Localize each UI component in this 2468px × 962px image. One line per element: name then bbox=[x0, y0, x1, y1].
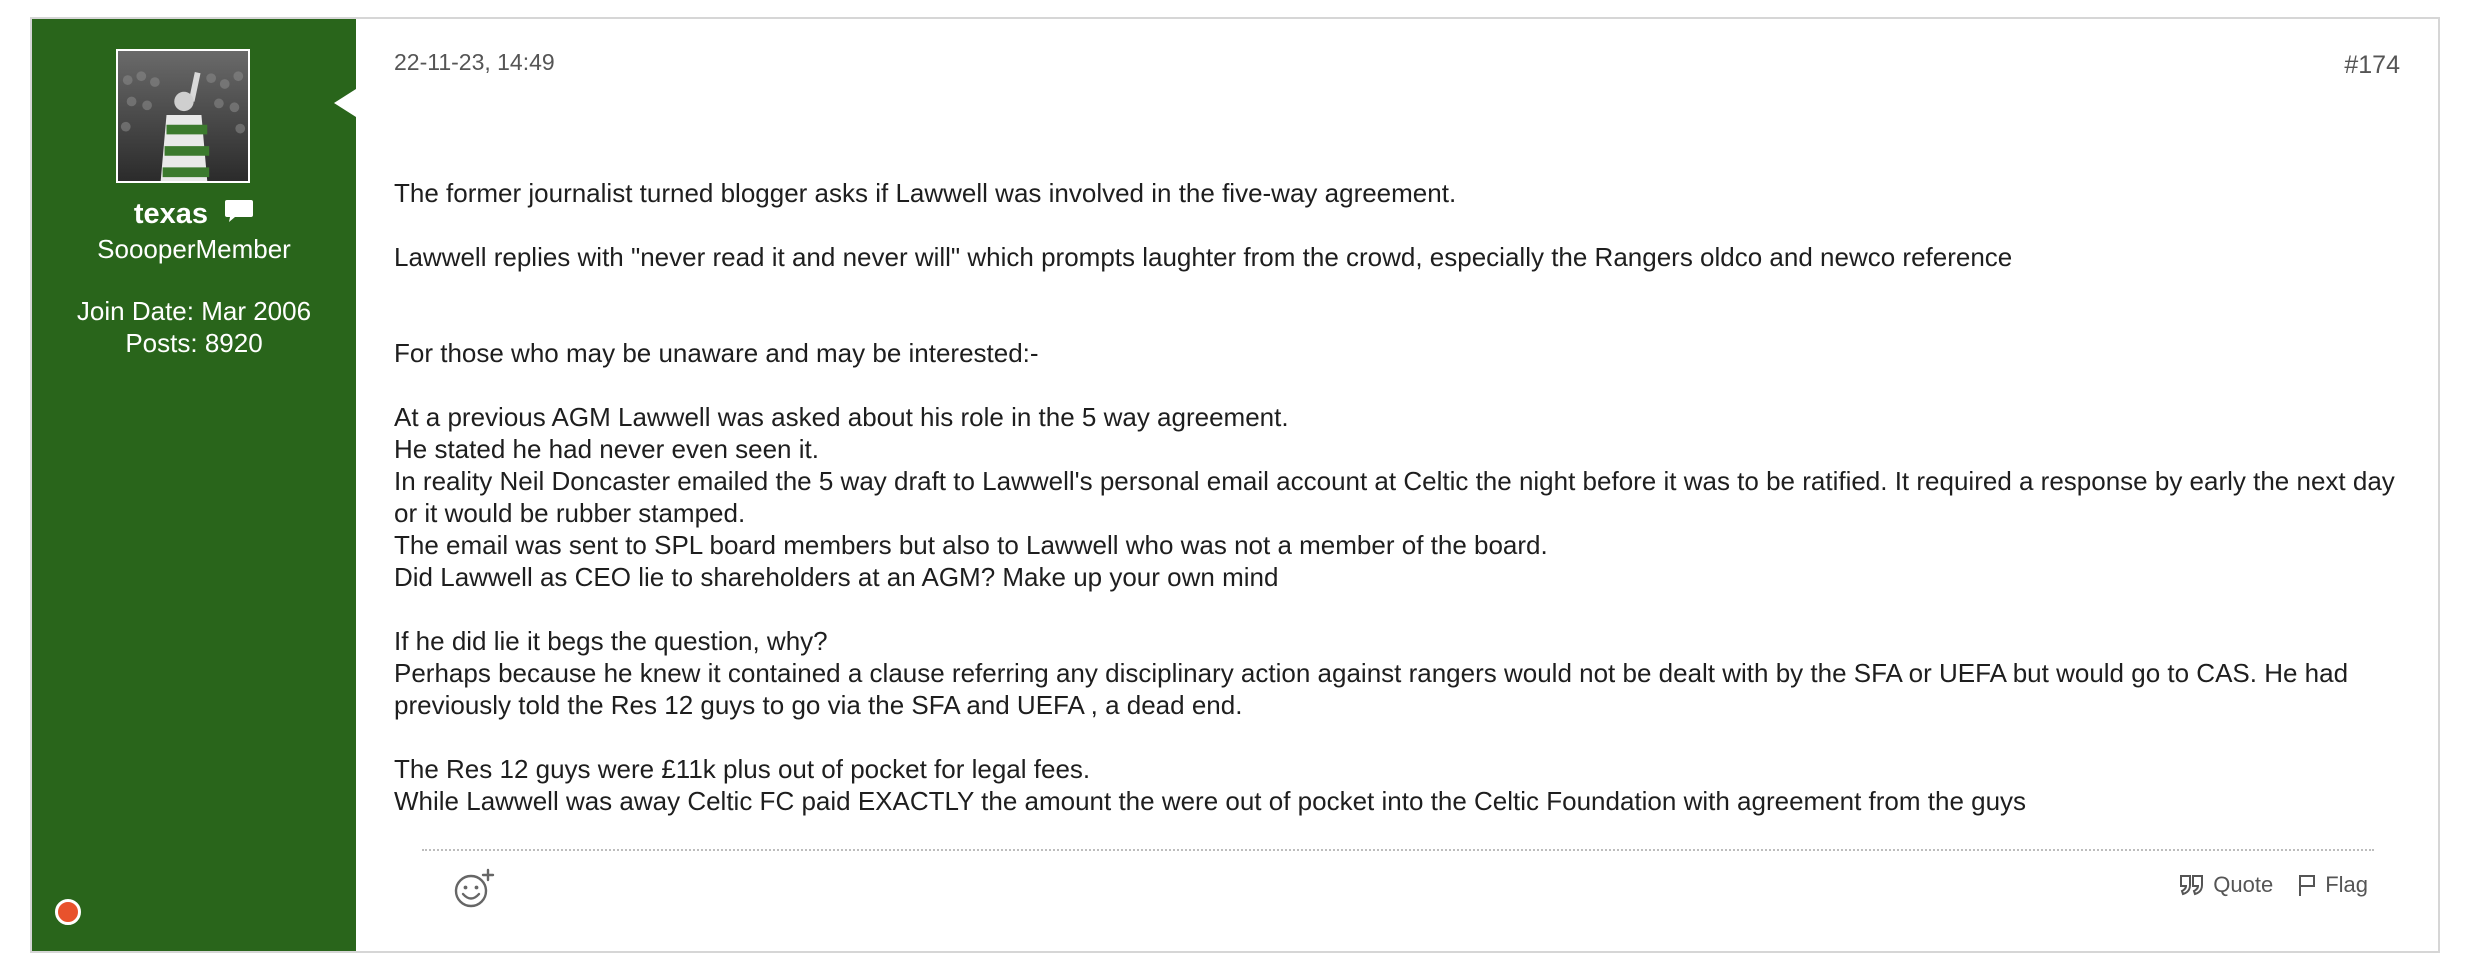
quote-button[interactable] bbox=[2179, 872, 2273, 898]
post-line: For those who may be unaware and may be interested:- bbox=[394, 338, 1039, 368]
join-date: Join Date: Mar 2006 bbox=[76, 296, 312, 326]
avatar-image bbox=[118, 51, 248, 181]
flag-label: Flag bbox=[2325, 872, 2368, 897]
post-body bbox=[394, 177, 2404, 817]
post-line: While Lawwell was away Celtic FC paid EXACTLY the amount the were out of pocket into the Celtic Foundation with agreement from the guys bbox=[394, 786, 2027, 816]
username-row bbox=[32, 197, 356, 232]
post-actions bbox=[2179, 872, 2368, 898]
post-line: The Res 12 guys were £11k plus out of pocket for legal fees. bbox=[394, 754, 1091, 784]
post-number-link[interactable]: #174 bbox=[2344, 51, 2400, 79]
chat-bubble-icon[interactable] bbox=[224, 198, 254, 232]
username[interactable]: texas bbox=[133, 198, 209, 230]
post-line: Did Lawwell as CEO lie to shareholders at an AGM? Make up your own mind bbox=[394, 562, 1279, 592]
post-line: Perhaps because he knew it contained a clause referring any disciplinary action against rangers would not be dealt with by the SFA or UEFA but would go to CAS. He had previously told the Res 12 guys to go via the SFA and UEFA , a dead end. bbox=[394, 658, 2349, 720]
user-title: SoooperMember bbox=[97, 234, 291, 264]
post-date: 22-11-23, 14:49 bbox=[394, 49, 555, 75]
post-line: He stated he had never even seen it. bbox=[394, 434, 819, 464]
post-line: In reality Neil Doncaster emailed the 5 way draft to Lawwell's personal email account at Celtic the night before it was to be ratified. It required a response by early the next day or it would be rubber stamped. bbox=[394, 466, 2395, 528]
offline-status-indicator bbox=[55, 899, 81, 925]
quote-label: Quote bbox=[2213, 872, 2274, 897]
post-line: At a previous AGM Lawwell was asked about his role in the 5 way agreement. bbox=[394, 402, 1289, 432]
forum-post bbox=[30, 17, 2440, 953]
flag-icon bbox=[2297, 873, 2317, 897]
user-info bbox=[32, 295, 356, 359]
post-line: Lawwell replies with "never read it and never will" which prompts laughter from the crowd, especially the Rangers oldco and newco reference bbox=[394, 242, 2013, 272]
footer-divider bbox=[422, 849, 2374, 851]
post-line: The former journalist turned blogger asks if Lawwell was involved in the five-way agreement. bbox=[394, 178, 1457, 208]
quote-icon bbox=[2179, 874, 2205, 896]
post-line: The email was sent to SPL board members but also to Lawwell who was not a member of the board. bbox=[394, 530, 1548, 560]
post-content bbox=[356, 19, 2438, 951]
post-count: Posts: 8920 bbox=[125, 328, 263, 358]
flag-button[interactable] bbox=[2297, 872, 2368, 898]
post-line: If he did lie it begs the question, why? bbox=[394, 626, 828, 656]
add-reaction-icon bbox=[452, 867, 496, 911]
sidebar-pointer bbox=[334, 89, 356, 117]
add-reaction-button[interactable] bbox=[452, 867, 496, 911]
avatar[interactable] bbox=[116, 49, 250, 183]
user-sidebar bbox=[32, 19, 356, 951]
